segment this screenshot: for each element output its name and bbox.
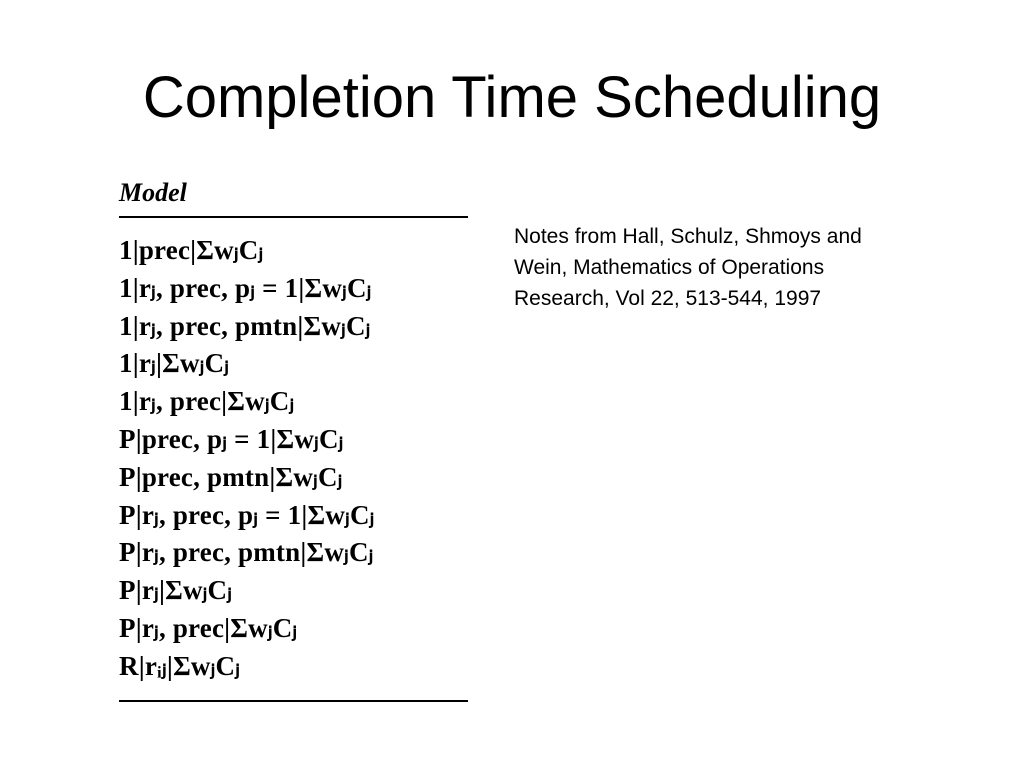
model-row: 1|rⱼ, prec, pmtn|ΣwⱼCⱼ [119, 310, 371, 341]
slide-title: Completion Time Scheduling [142, 65, 882, 130]
table-bottom-rule [119, 700, 468, 702]
model-column-header: Model [119, 178, 187, 207]
model-row: 1|rⱼ, prec|ΣwⱼCⱼ [119, 386, 295, 417]
table-top-rule [119, 216, 468, 218]
model-row: P|rⱼ, prec, pⱼ = 1|ΣwⱼCⱼ [119, 499, 375, 530]
model-row: P|rⱼ|ΣwⱼCⱼ [119, 575, 233, 606]
notes-line: Notes from Hall, Schulz, Shmoys and [514, 225, 862, 248]
reference-notes [514, 221, 954, 314]
model-row: P|prec, pmtn|ΣwⱼCⱼ [119, 461, 343, 492]
model-row: R|rᵢⱼ|ΣwⱼCⱼ [119, 650, 241, 681]
notes-line: Research, Vol 22, 513-544, 1997 [514, 287, 822, 310]
model-row: P|rⱼ, prec|ΣwⱼCⱼ [119, 612, 298, 643]
model-row: 1|prec|ΣwⱼCⱼ [119, 235, 264, 265]
notes-line: Wein, Mathematics of Operations [514, 256, 825, 279]
model-row: P|rⱼ, prec, pmtn|ΣwⱼCⱼ [119, 537, 374, 568]
model-list [119, 232, 468, 686]
model-table [119, 176, 468, 702]
model-row: P|prec, pⱼ = 1|ΣwⱼCⱼ [119, 423, 344, 454]
model-row: 1|rⱼ, prec, pⱼ = 1|ΣwⱼCⱼ [119, 272, 372, 303]
model-row: 1|rⱼ|ΣwⱼCⱼ [119, 348, 230, 379]
